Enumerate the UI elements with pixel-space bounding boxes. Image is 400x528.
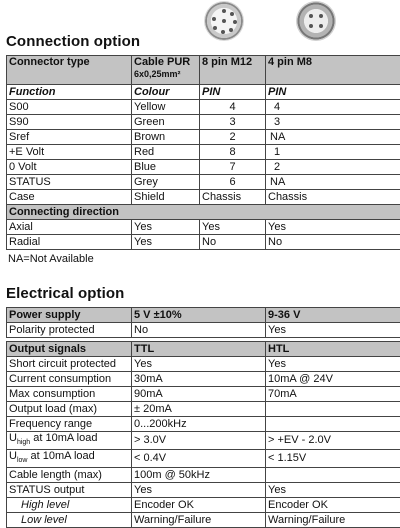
table-cell: Chassis [266,190,400,205]
table-cell: Cable length (max) [7,468,132,483]
table-row [7,190,400,205]
table-cell: $U_{high}$ at 10mA load [7,432,132,450]
table-cell: < 0.4V [132,450,266,468]
table-cell: 10mA @ 24V [266,372,400,387]
table-row [7,357,400,372]
table-cell: Frequency range [7,417,132,432]
table-cell: No [266,235,400,250]
polarity-row [7,323,400,338]
table-row [7,115,400,130]
m8-header: 4 pin M8 [266,56,400,85]
table-cell: Sref [7,130,132,145]
function-header: Function [7,85,132,100]
table-cell: Warning/Failure [132,513,266,528]
table-cell: 8 [200,145,266,160]
low-level-row [7,513,400,528]
ulow-row [7,450,400,468]
table-cell: Power supply [7,308,132,323]
colour-header: Colour [132,85,200,100]
table-cell: Shield [132,190,200,205]
table-cell: Yes [266,323,400,338]
connection-option-title: Connection option [6,33,140,50]
table-cell [266,468,400,483]
table-row [7,100,400,115]
table-cell: Yellow [132,100,200,115]
power-supply-row [7,308,400,323]
table-cell: Yes [266,220,400,235]
table-row [7,235,400,250]
table-cell: S90 [7,115,132,130]
table-cell: 4 [266,100,400,115]
electrical-option-title: Electrical option [6,285,124,302]
table-cell: Yes [132,220,200,235]
table-cell: 3 [200,115,266,130]
connector-images [204,0,400,40]
table-cell [266,402,400,417]
table-cell: STATUS output [7,483,132,498]
table-cell: 3 [266,115,400,130]
table-cell: No [200,235,266,250]
table-row [7,402,400,417]
table-cell: Blue [132,160,200,175]
table-cell: Max consumption [7,387,132,402]
high-level-row [7,498,400,513]
electrical-table [6,307,400,528]
table-cell: Yes [200,220,266,235]
table-cell: Output signals [7,342,132,357]
table-cell: Encoder OK [266,498,400,513]
table-cell: Case [7,190,132,205]
table-cell: Polarity protected [7,323,132,338]
connection-table [6,55,400,250]
cable-length-row [7,468,400,483]
uhigh-row [7,432,400,450]
function-subheader-row [7,85,400,100]
connector-type-header: Connector type [7,56,132,85]
table-cell: High level [7,498,132,513]
table-cell: ± 20mA [132,402,266,417]
table-cell: Radial [7,235,132,250]
table-cell: Chassis [200,190,266,205]
table-cell: 0...200kHz [132,417,266,432]
table-cell: > +EV - 2.0V [266,432,400,450]
table-cell: 90mA [132,387,266,402]
table-cell: Yes [266,483,400,498]
pin-header: PIN [200,85,266,100]
na-note: NA=Not Available [8,253,94,265]
table-cell: Connecting direction [7,205,400,220]
table-cell: 2 [266,160,400,175]
table-cell: NA [266,175,400,190]
m8-connector-icon [296,1,336,41]
table-cell: 30mA [132,372,266,387]
m12-header: 8 pin M12 [200,56,266,85]
table-cell: 2 [200,130,266,145]
table-row [7,220,400,235]
table-cell: Yes [266,357,400,372]
table-cell: 100m @ 50kHz [132,468,266,483]
table-cell: STATUS [7,175,132,190]
table-cell: Brown [132,130,200,145]
table-row [7,372,400,387]
table-cell [266,417,400,432]
table-cell: Yes [132,357,266,372]
table-cell: $U_{low}$ at 10mA load [7,450,132,468]
table-cell: S00 [7,100,132,115]
table-cell: HTL [266,342,400,357]
table-cell: Green [132,115,200,130]
pin-header: PIN [266,85,400,100]
connection-header-row [7,56,400,85]
table-row [7,175,400,190]
table-cell: 0 Volt [7,160,132,175]
table-cell: Warning/Failure [266,513,400,528]
table-cell: 7 [200,160,266,175]
table-cell: 9-36 V [266,308,400,323]
table-row [7,160,400,175]
table-cell: 5 V ±10% [132,308,266,323]
table-cell: < 1.15V [266,450,400,468]
table-row [7,130,400,145]
status-output-row [7,483,400,498]
m12-connector-icon [204,1,244,41]
table-cell: 6 [200,175,266,190]
table-cell: Current consumption [7,372,132,387]
table-cell: Output load (max) [7,402,132,417]
table-cell: 70mA [266,387,400,402]
table-cell: Yes [132,235,200,250]
table-cell: TTL [132,342,266,357]
table-cell: Short circuit protected [7,357,132,372]
table-cell: Yes [132,483,266,498]
table-row [7,417,400,432]
connecting-direction-row [7,205,400,220]
table-row [7,387,400,402]
table-cell: +E Volt [7,145,132,160]
table-cell: Axial [7,220,132,235]
table-cell: No [132,323,266,338]
table-cell: Red [132,145,200,160]
table-row [7,145,400,160]
output-signals-row [7,342,400,357]
table-cell: NA [266,130,400,145]
table-cell: Encoder OK [132,498,266,513]
table-cell: Grey [132,175,200,190]
table-cell: 1 [266,145,400,160]
table-cell: > 3.0V [132,432,266,450]
table-cell: Low level [7,513,132,528]
table-cell: 4 [200,100,266,115]
cable-header: Cable PUR 6x0,25mm² [132,56,200,85]
